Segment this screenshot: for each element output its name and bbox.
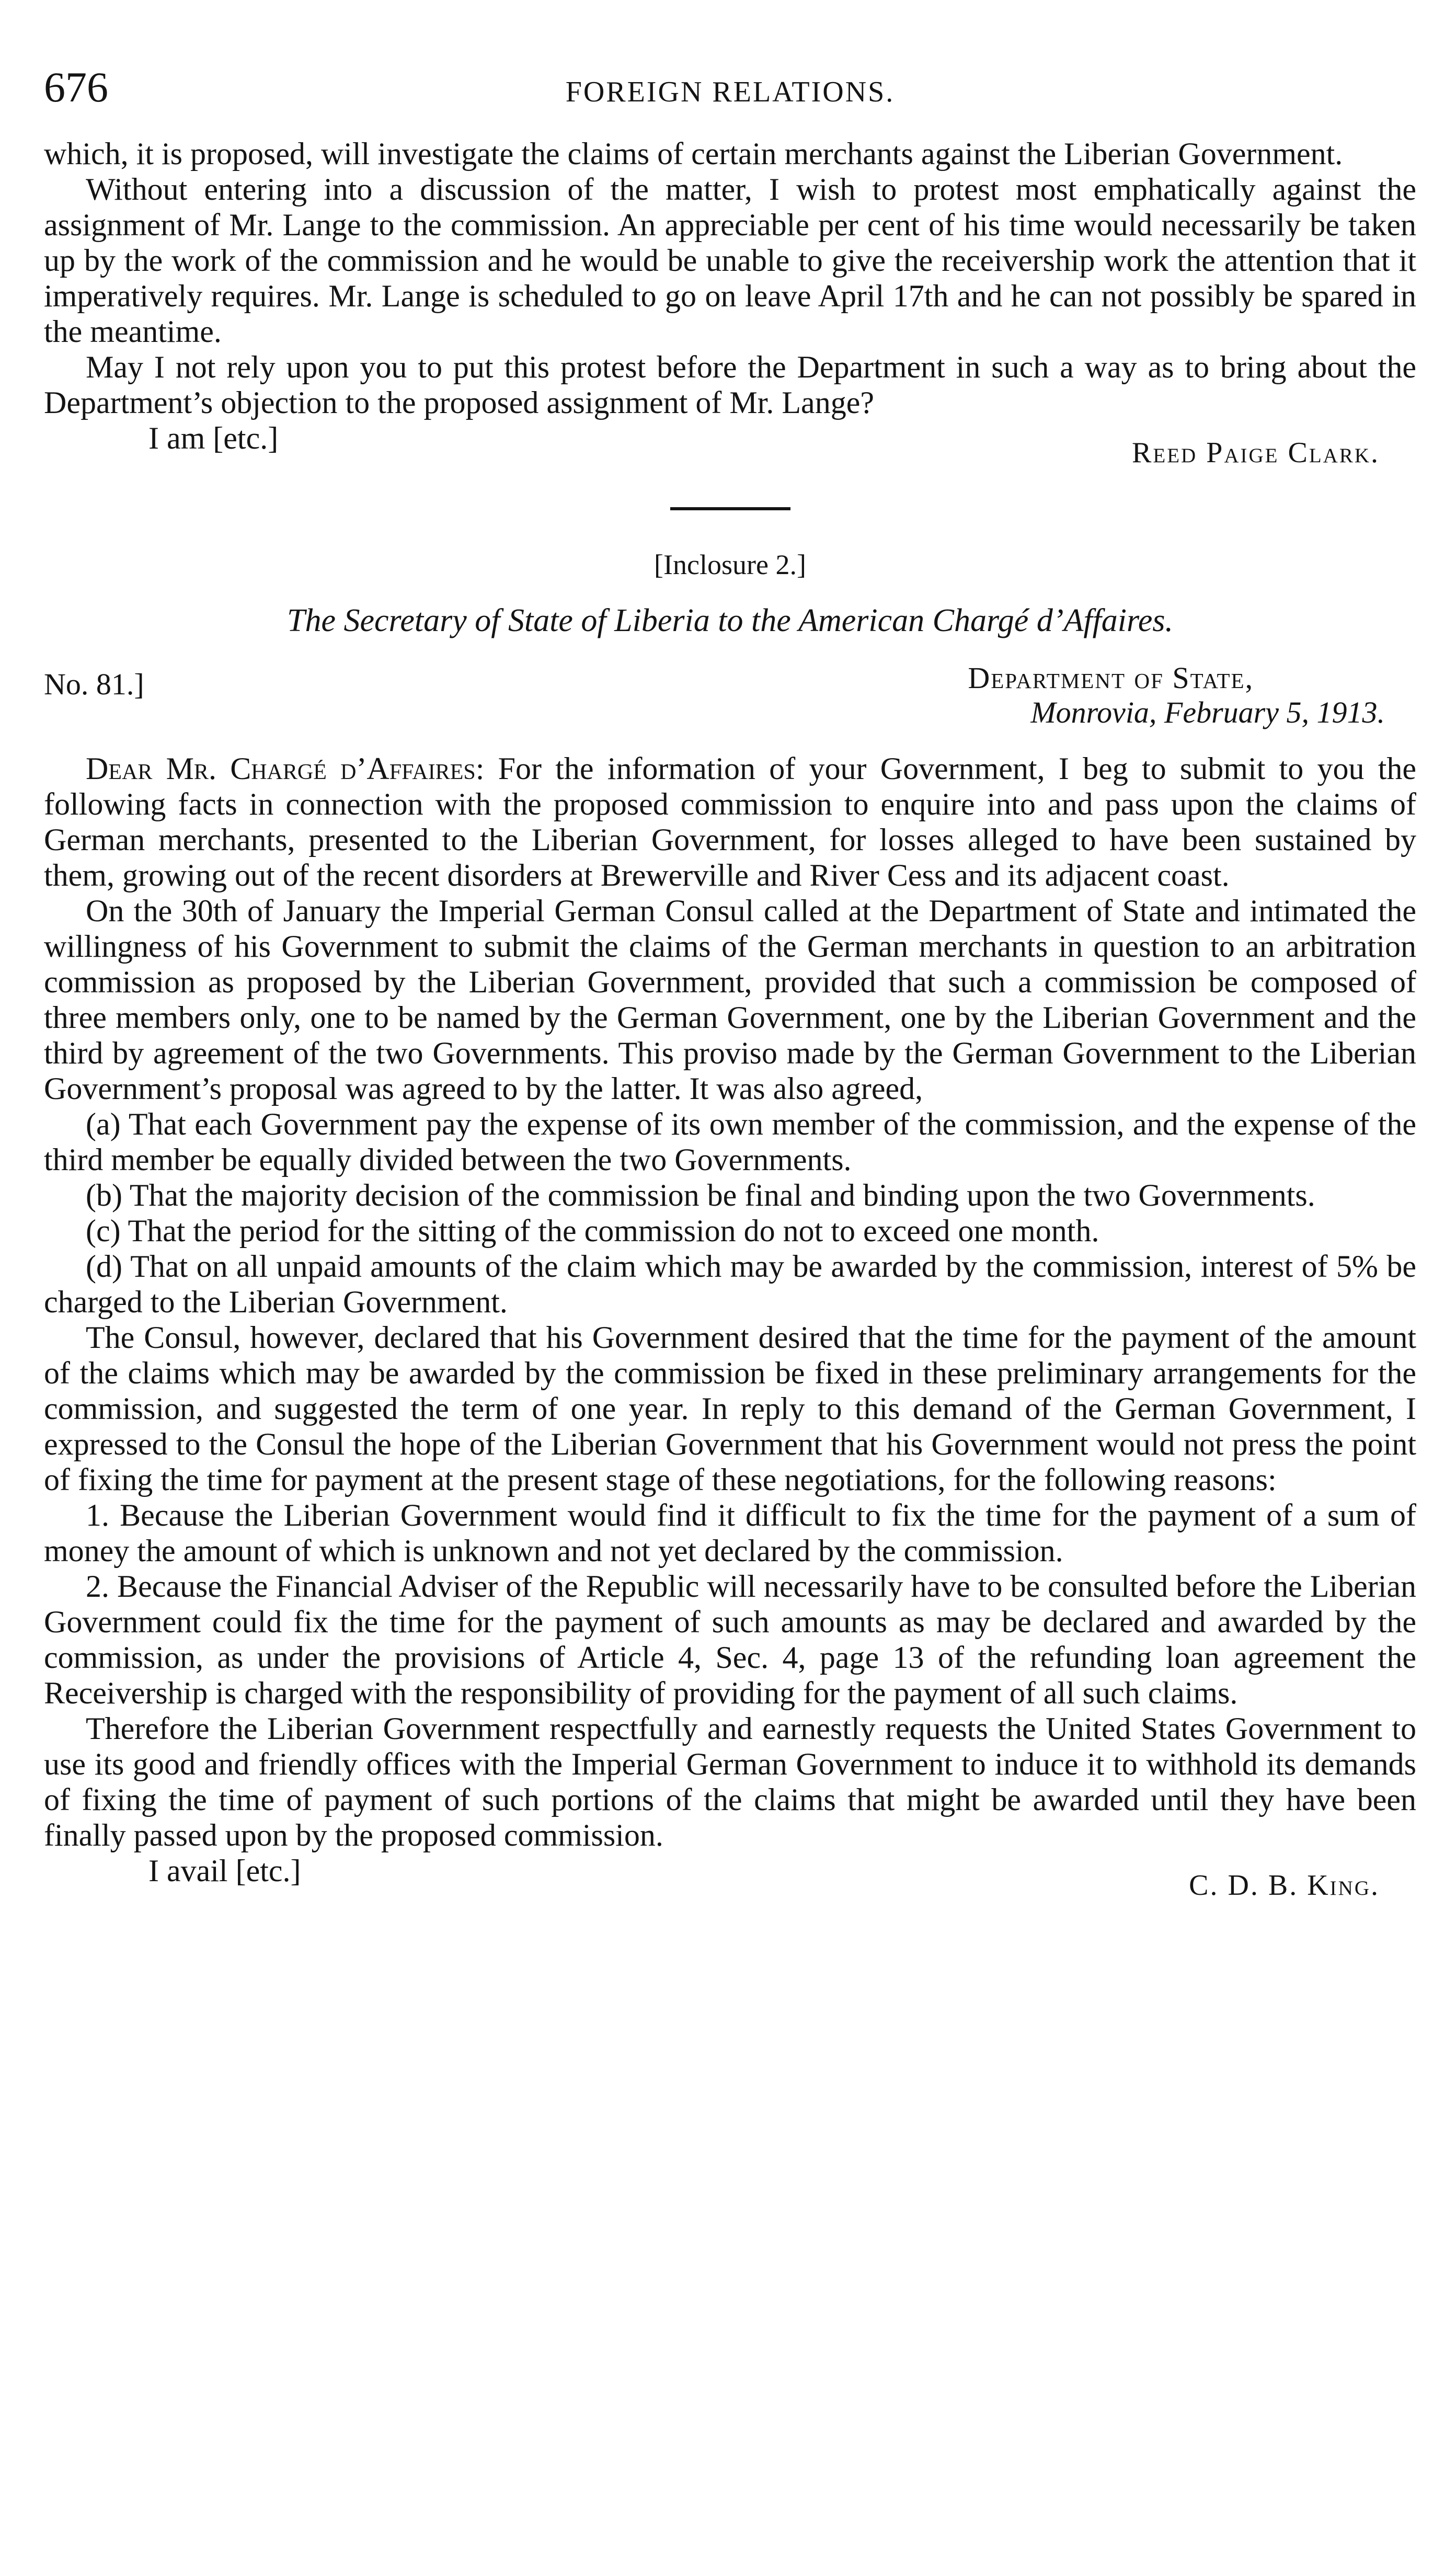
letter-king-closing: I avail [etc.]: [148, 1853, 301, 1888]
document-page: [44, 63, 1416, 1903]
letter-clark: [44, 136, 1416, 471]
reason-2: 2. Because the Financial Adviser of the Republic will necessarily have to be consulted before the Liberian Government could fix the time for the payment of such amounts as may be declared and awarded by the commission, as under the provisions of Article 4, Sec. 4, page 13 of the refunding loan agreement the Receivership is charged with the responsibility of providing for the payment of all such claims.: [44, 1569, 1416, 1710]
salutation: Dear Mr. Chargé d’Affaires:: [86, 751, 485, 786]
running-head: FOREIGN RELATIONS.: [565, 76, 895, 108]
place-date: Monrovia, February 5, 1913.: [1030, 695, 1385, 729]
page-header: [44, 63, 1416, 136]
letter-clark-paragraph-3: May I not rely upon you to put this protest before the Department in such a way as to bring about the Department’s objection to the proposed assignment of Mr. Lange?: [44, 350, 1416, 420]
dateline-right: [968, 661, 1416, 730]
condition-b: (b) That the majority decision of the commission be final and binding upon the two Governments.: [86, 1178, 1315, 1212]
condition-a: (a) That each Government pay the expense of its own member of the commission, and the expense of the third member be equally divided between the two Governments.: [44, 1107, 1416, 1177]
condition-d: (d) That on all unpaid amounts of the claim which may be awarded by the commission, interest of 5% be charged to the Liberian Government.: [44, 1249, 1416, 1319]
letter-clark-paragraph-1: which, it is proposed, will investigate the claims of certain merchants against the Liberian Government.: [44, 136, 1343, 171]
letter-king-paragraph-consul: The Consul, however, declared that his Government desired that the time for the payment of the amount of the claims which may be awarded by the commission be fixed in these preliminary arrangements for the commission, and suggested the term of one year. In reply to this demand of the German Government, I expressed to the Consul the hope of the Liberian Government that his Government would not press the point of fixing the time for payment at the present stage of these negotiations, for the following reasons:: [44, 1320, 1416, 1497]
letter-clark-paragraph-2: Without entering into a discussion of the matter, I wish to protest most emphatically against the assignment of Mr. Lange to the commission. An appreciable per cent of his time would necessarily be taken up by the work of the commission and he would be unable to give the receivership work the attention that it imperatively requires. Mr. Lange is scheduled to go on leave April 17th and he can not possibly be spared in the meantime.: [44, 172, 1416, 349]
section-divider: [670, 507, 790, 510]
letter-king-paragraph-1: [44, 751, 1416, 893]
letter-king-signature: C. D. B. King.: [1189, 1869, 1380, 1902]
department-name: Department of State,: [968, 661, 1254, 695]
letter-clark-closing: I am [etc.]: [148, 421, 279, 455]
letter-clark-signature: Reed Paige Clark.: [1132, 437, 1380, 469]
condition-c: (c) That the period for the sitting of the commission do not to exceed one month.: [86, 1214, 1099, 1248]
letter-king-paragraph-2: On the 30th of January the Imperial German Consul called at the Department of State and intimated the willingness of his Government to submit the claims of the German merchants in question to an arbitration commission as proposed by the Liberian Government, provided that such a commission be composed of three members only, one to be named by the German Government, one by the Liberian Government and the third by agreement of the two Governments. This proviso made by the German Government to the Liberian Government’s proposal was agreed to by the latter. It was also agreed,: [44, 894, 1416, 1106]
letter-king-paragraph-request: Therefore the Liberian Government respectfully and earnestly requests the United States Government to use its good and friendly offices with the Imperial German Government to induce it to withhold its demands of fixing the time of payment of such portions of the claims that might be awarded until they have been finally passed upon by the proposed commission.: [44, 1711, 1416, 1852]
reason-1: 1. Because the Liberian Government would find it difficult to fix the time for the payment of a sum of money the amount of which is unknown and not yet declared by the commission.: [44, 1498, 1416, 1568]
letter-king-paragraph-1-text: For the information of your Government, I beg to submit to you the following facts in connection with the proposed commission to enquire into and pass upon the claims of German merchants, presented to the Liberian Government, for losses alleged to have been sustained by them, growing out of the recent disorders at Brewerville and River Cess and its adjacent coast.: [44, 751, 1416, 892]
letter-king: [44, 751, 1416, 1903]
document-number: No. 81.]: [44, 667, 144, 701]
inclosure-title: The Secretary of State of Liberia to the American Chargé d’Affaires.: [286, 603, 1173, 638]
dateline: [44, 661, 1416, 730]
page-number: 676: [44, 63, 108, 111]
inclosure-label: [Inclosure 2.]: [654, 549, 806, 580]
